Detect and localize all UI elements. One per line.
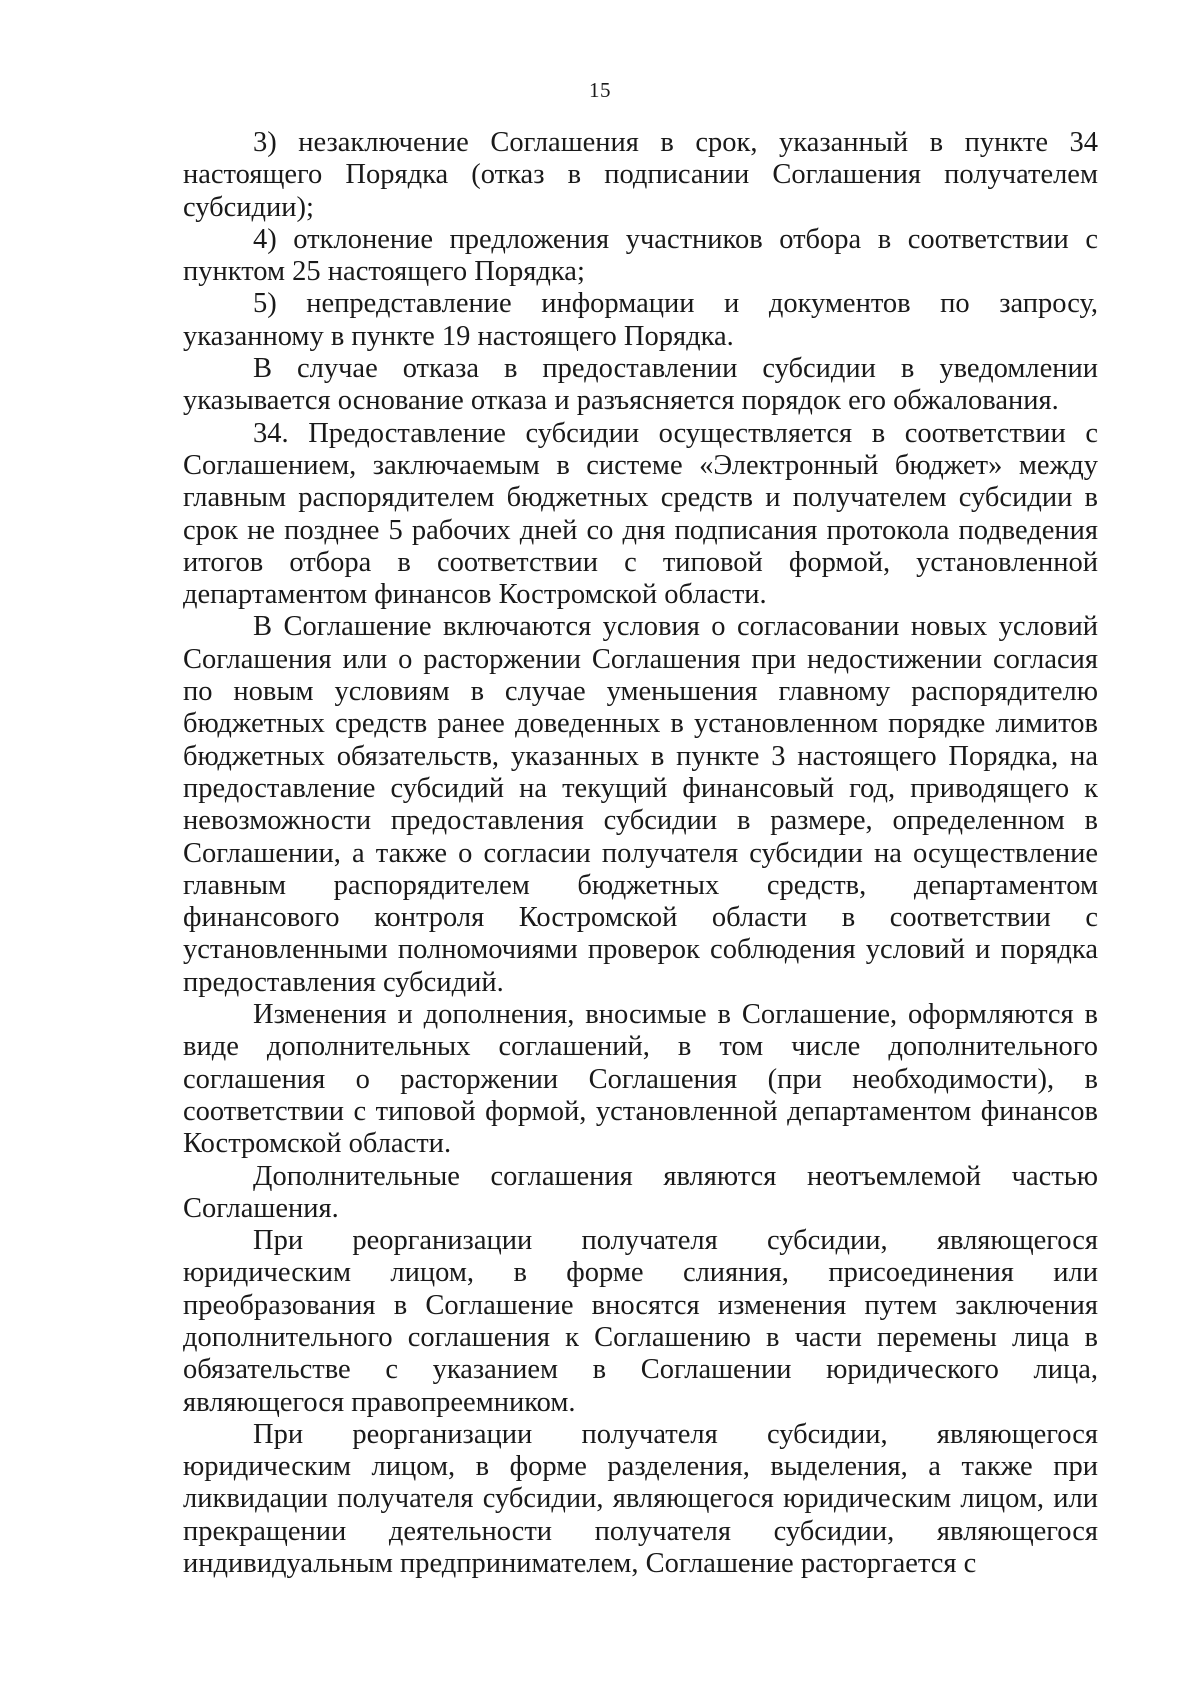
paragraph-item-4: 4) отклонение предложения участников отбора в соответствии с пунктом 25 настоящего Порядка;	[183, 223, 1098, 288]
paragraph-refusal-notice: В случае отказа в предоставлении субсидии в уведомлении указывается основание отказа и разъясняется порядок его обжалования.	[183, 353, 1098, 417]
paragraph-reorganization-division: При реорганизации получателя субсидии, являющегося юридическим лицом, в форме разделения, выделения, а также при ликвидации получателя субсидии, являющегося юридическим лицом, или прекращении деятельности получателя субсидии, являющегося индивидуальным предпринимателем, Соглашение расторгается с	[183, 1418, 1098, 1580]
paragraph-item-3: 3) незаключение Соглашения в срок, указанный в пункте 34 настоящего Порядка (отказ в подписании Соглашения получателем субсидии);	[183, 127, 1098, 223]
paragraph-amendments: Изменения и дополнения, вносимые в Соглашение, оформляются в виде дополнительных соглашений, в том числе дополнительного соглашения о расторжении Соглашения (при необходимости), в соответствии с типовой формой, установленной департаментом финансов Костромской области.	[183, 999, 1098, 1160]
document-body	[183, 127, 1098, 1580]
paragraph-clause-34: 34. Предоставление субсидии осуществляется в соответствии с Соглашением, заключаемым в системе «Электронный бюджет» между главным распорядителем бюджетных средств и получателем субсидии в срок не позднее 5 рабочих дней со дня подписания протокола подведения итогов отбора в соответствии с типовой формой, установленной департаментом финансов Костромской области.	[183, 417, 1098, 611]
paragraph-agreement-conditions: В Соглашение включаются условия о согласовании новых условий Соглашения или о расторжении Соглашения при недостижении согласия по новым условиям в случае уменьшения главному распорядителю бюджетных средств ранее доведенных в установленном порядке лимитов бюджетных обязательств, указанных в пункте 3 настоящего Порядка, на предоставление субсидий на текущий финансовый год, приводящего к невозможности предоставления субсидии в размере, определенном в Соглашении, а также о согласии получателя субсидии на осуществление главным распорядителем бюджетных средств, департаментом финансового контроля Костромской области в соответствии с установленными полномочиями проверок соблюдения условий и порядка предоставления субсидий.	[183, 611, 1098, 998]
paragraph-additional-agreements: Дополнительные соглашения являются неотъемлемой частью Соглашения.	[183, 1160, 1098, 1224]
page-number: 15	[589, 78, 611, 102]
paragraph-reorganization-merger: При реорганизации получателя субсидии, являющегося юридическим лицом, в форме слияния, присоединения или преобразования в Соглашение вносятся изменения путем заключения дополнительного соглашения к Соглашению в части перемены лица в обязательстве с указанием в Соглашении юридического лица, являющегося правопреемником.	[183, 1225, 1098, 1418]
paragraph-item-5: 5) непредставление информации и документов по запросу, указанному в пункте 19 настоящего Порядка.	[183, 288, 1098, 352]
